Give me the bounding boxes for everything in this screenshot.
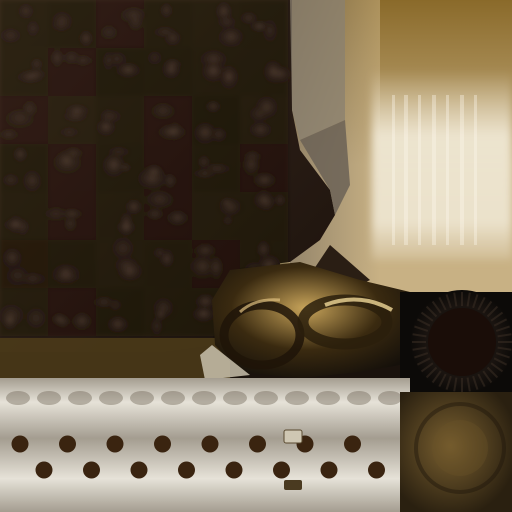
- stone-blob: [202, 62, 225, 83]
- stone-tile: [48, 288, 96, 336]
- stone-blob: [23, 101, 37, 117]
- stone-blob: [59, 128, 79, 137]
- stone-blob: [19, 4, 33, 19]
- stone-blob: [108, 317, 128, 333]
- stone-blob: [0, 130, 18, 139]
- stone-blob: [216, 2, 231, 22]
- perforation-hole: [154, 436, 171, 453]
- stone-blob: [244, 155, 260, 176]
- stone-blob: [53, 314, 66, 324]
- stone-blob: [80, 31, 92, 46]
- strip-bump: [68, 391, 92, 405]
- strip-bump: [285, 391, 309, 405]
- stone-blob: [151, 317, 162, 338]
- strip-bump: [254, 391, 278, 405]
- stone-blob: [151, 104, 174, 120]
- perforated-metal-strip: [0, 378, 410, 512]
- stone-blob: [63, 52, 79, 64]
- stone-blob: [25, 307, 48, 331]
- perforation-hole: [202, 436, 219, 453]
- stone-blob: [32, 59, 42, 69]
- black-wheel: [400, 290, 512, 394]
- stone-blob: [62, 210, 82, 218]
- stone-blob: [167, 212, 188, 226]
- strip-bump: [316, 391, 340, 405]
- stone-blob: [159, 125, 186, 139]
- stone-blob: [121, 8, 147, 24]
- stone-blob: [3, 174, 19, 186]
- stone-blob: [65, 217, 76, 231]
- stone-blob: [52, 50, 62, 67]
- stone-blob: [3, 248, 22, 268]
- strip-bump: [378, 391, 402, 405]
- stone-blob: [148, 52, 161, 65]
- stone-blob: [275, 195, 285, 207]
- stone-blob: [196, 295, 215, 310]
- stone-blob: [264, 61, 282, 83]
- stone-blob: [103, 154, 125, 177]
- stone-blob: [221, 199, 233, 207]
- perforation-hole: [344, 436, 361, 453]
- stone-blob: [18, 71, 44, 83]
- perforation-hole: [83, 462, 100, 479]
- stone-blob: [117, 262, 142, 282]
- perforation-hole: [178, 462, 195, 479]
- stone-blob: [147, 210, 164, 219]
- stone-blob: [111, 238, 135, 262]
- stone-blob: [20, 273, 46, 285]
- stone-blob: [193, 307, 215, 322]
- stone-blob: [52, 12, 72, 31]
- stone-blob: [0, 29, 21, 44]
- perforation-hole: [59, 436, 76, 453]
- perforation-hole: [273, 462, 290, 479]
- stone-blob: [165, 31, 181, 46]
- stone-blob: [126, 200, 141, 214]
- stone-blob: [23, 171, 41, 193]
- stone-blob: [249, 122, 272, 138]
- stone-blob: [153, 298, 175, 320]
- perforation-hole: [131, 462, 148, 479]
- stone-blob: [52, 264, 80, 284]
- perforation-hole: [321, 462, 338, 479]
- stone-blob: [63, 111, 88, 122]
- strip-bump: [99, 391, 123, 405]
- stone-blob: [163, 62, 180, 79]
- strip-bump: [192, 391, 216, 405]
- olive-strip: [0, 338, 230, 380]
- stone-blob: [161, 4, 172, 19]
- strip-bump: [6, 391, 30, 405]
- stone-blob: [241, 13, 257, 24]
- stone-blob: [218, 28, 243, 48]
- stone-blob: [146, 191, 174, 209]
- stone-blob: [146, 166, 163, 179]
- stone-blob: [73, 313, 91, 330]
- perforation-hole: [107, 436, 124, 453]
- stone-blob: [14, 148, 27, 162]
- perforation-hole: [12, 436, 29, 453]
- perforation-hole: [226, 462, 243, 479]
- strip-bump: [37, 391, 61, 405]
- stone-blob: [4, 219, 26, 230]
- stone-blob: [117, 221, 134, 235]
- stone-blob: [249, 106, 269, 123]
- perforation-hole: [36, 462, 53, 479]
- strip-bump: [161, 391, 185, 405]
- stone-blob: [162, 249, 174, 268]
- strip-bump: [223, 391, 247, 405]
- stone-blob: [254, 191, 274, 210]
- stone-blob: [210, 257, 223, 280]
- stone-blob: [165, 175, 175, 188]
- strip-bump: [130, 391, 154, 405]
- stone-blob: [206, 102, 220, 112]
- stone-blob: [101, 26, 117, 40]
- stone-blob: [223, 217, 233, 225]
- strip-bump: [347, 391, 371, 405]
- stone-blob: [100, 110, 114, 124]
- bronze-plate: [400, 392, 512, 512]
- stone-blob: [195, 244, 216, 257]
- stone-blob: [254, 174, 276, 188]
- perforation-hole: [368, 462, 385, 479]
- stone-blob: [2, 312, 17, 331]
- stone-blob: [27, 21, 38, 37]
- stone-blob: [117, 64, 140, 77]
- stone-blob: [56, 151, 75, 168]
- perforation-hole: [249, 436, 266, 453]
- stone-blob: [195, 123, 216, 144]
- stone-blob: [109, 301, 121, 311]
- stone-blob: [204, 164, 231, 173]
- stone-blob: [251, 22, 269, 31]
